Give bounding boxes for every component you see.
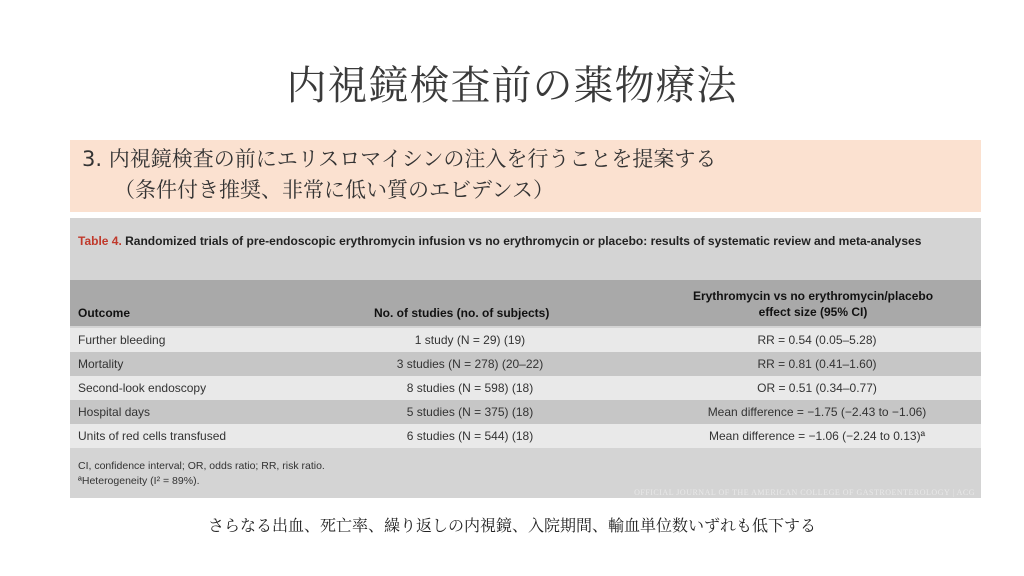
header-outcome: Outcome (78, 306, 131, 320)
cell-outcome: Second-look endoscopy (78, 381, 207, 395)
table-header-row (70, 280, 981, 326)
cell-studies: 3 studies (N = 278) (20–22) (396, 357, 544, 371)
cell-effect: Mean difference = −1.75 (−2.43 to −1.06) (707, 405, 927, 419)
recommendation-line-2: （条件付き推奨、非常に低い質のエビデンス） (114, 178, 554, 202)
header-studies: No. of studies (no. of subjects) (374, 306, 550, 320)
cell-outcome: Further bleeding (78, 333, 166, 347)
cell-studies: 8 studies (N = 598) (18) (406, 381, 534, 395)
table-footnote (78, 459, 325, 489)
table-caption (78, 232, 973, 250)
table-row (70, 424, 981, 448)
table-row (70, 328, 981, 352)
cell-effect: RR = 0.54 (0.05–5.28) (757, 333, 877, 347)
cell-studies: 1 study (N = 29) (19) (414, 333, 526, 347)
cell-outcome: Hospital days (78, 405, 151, 419)
table-caption-text: Randomized trials of pre-endoscopic erythromycin infusion vs no erythromycin or placebo: results of systematic review and meta-analyses (125, 234, 922, 248)
cell-effect: OR = 0.51 (0.34–0.77) (757, 381, 877, 395)
cell-outcome: Mortality (78, 357, 124, 371)
cell-effect: RR = 0.81 (0.41–1.60) (757, 357, 877, 371)
header-effect (683, 288, 943, 320)
header-effect-line-1: Erythromycin vs no erythromycin/placebo (692, 289, 934, 303)
footnote-heterogeneity: ªHeterogeneity (I² = 89%). (78, 475, 200, 487)
cell-studies: 6 studies (N = 544) (18) (406, 429, 534, 443)
evidence-table (70, 218, 981, 498)
cell-studies: 5 studies (N = 375) (18) (406, 405, 534, 419)
table-row (70, 376, 981, 400)
cell-outcome: Units of red cells transfused (78, 429, 227, 443)
cell-effect: Mean difference = −1.06 (−2.24 to 0.13)ª (708, 429, 926, 443)
table-caption-label: Table 4. (78, 234, 122, 248)
recommendation-box (70, 140, 981, 212)
table-row (70, 352, 981, 376)
slide-title: 内視鏡検査前の薬物療法 (286, 63, 738, 109)
footnote-abbreviations: CI, confidence interval; OR, odds ratio; RR, risk ratio. (78, 460, 325, 472)
table-row (70, 400, 981, 424)
recommendation-line-1: 3. 内視鏡検査の前にエリスロマイシンの注入を行うことを提案する (82, 147, 717, 171)
source-watermark: OFFICIAL JOURNAL OF THE AMERICAN COLLEGE OF GASTROENTEROLOGY | ACG (634, 488, 975, 497)
header-effect-line-2: effect size (95% CI) (758, 305, 868, 319)
summary-text: さらなる出血、死亡率、繰り返しの内視鏡、入院期間、輸血単位数いずれも低下する (207, 516, 816, 535)
